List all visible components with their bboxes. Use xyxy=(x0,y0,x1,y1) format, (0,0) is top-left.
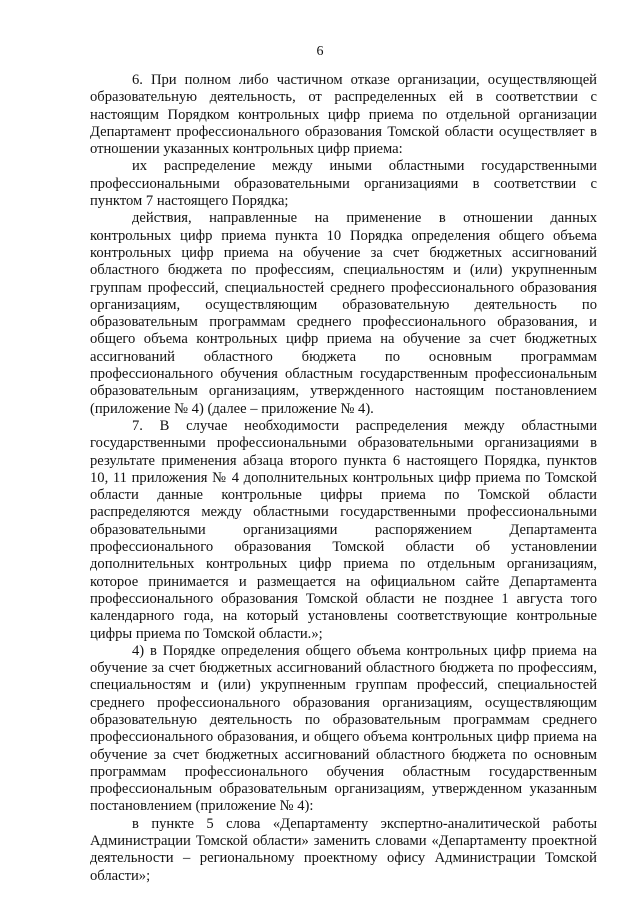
paragraph-actions: действия, направленные на применение в отношении данных контрольных цифр приема пункта 10 Порядка определения общего объема контрольных цифр приема на обучение за счет бюджетных ассигнований областного бюджета по профессиям, специальностям и (или) укрупненным группам профессий, специальностей среднего профессионального образования организациям, осуществляющим образовательную деятельность по образовательным программам среднего профессионального образования, и общего объема контрольных цифр приема на обучение за счет бюджетных ассигнований областного бюджета по основным программам профессионального обучения областным государственным профессиональным образовательным организациям, утвержденного настоящим постановлением (приложение № 4) (далее – приложение № 4). xyxy=(90,210,597,417)
paragraph-item-6: 6. При полном либо частичном отказе организации, осуществляющей образовательную деятельность, от распределенных ей в соответствии с настоящим Порядком контрольных цифр приема по отдельной организации Департамент профессионального образования Томской области осуществляет в отношении указанных контрольных цифр приема: xyxy=(90,72,597,158)
paragraph-item-7: 7. В случае необходимости распределения между областными государственными профессиональными образовательными организациями в результате применения абзаца второго пункта 6 настоящего Порядка, пунктов 10, 11 приложения № 4 дополнительных контрольных цифр приема по Томской области данные контрольные цифры приема по Томской области распределяются между областными государственными профессиональными образовательными организациями распоряжением Департамента профессионального образования Томской области об установлении дополнительных контрольных цифр приема по отдельным организациям, которое принимается и размещается на официальном сайте Департамента профессионального образования Томской области не позднее 1 августа того календарного года, на который установлены соответствующие контрольные цифры приема по Томской области.»; xyxy=(90,417,597,642)
page-number: 6 xyxy=(316,44,324,59)
paragraph-redistribution: их распределение между иными областными государственными профессиональными образовательными организациями в соответствии с пунктом 7 настоящего Порядка; xyxy=(90,158,597,210)
paragraph-amendment-4: 4) в Порядке определения общего объема контрольных цифр приема на обучение за счет бюджетных ассигнований областного бюджета по профессиям, специальностям и (или) укрупненным группам профессий, специальностей среднего профессионального образования организациям, осуществляющим образовательную деятельность по образовательным программам среднего профессионального образования, и общего объема контрольных цифр приема на обучение за счет бюджетных ассигнований областного бюджета по основным программам профессионального обучения областным государственным профессиональным образовательным организациям, утвержденном указанным постановлением (приложение № 4): xyxy=(90,642,597,815)
paragraph-clause-5-replacement: в пункте 5 слова «Департаменту экспертно-аналитической работы Администрации Томской области» заменить словами «Департаменту проектной деятельности – региональному проектному офису Администрации Томской области»; xyxy=(90,815,597,884)
document-body xyxy=(90,72,597,885)
